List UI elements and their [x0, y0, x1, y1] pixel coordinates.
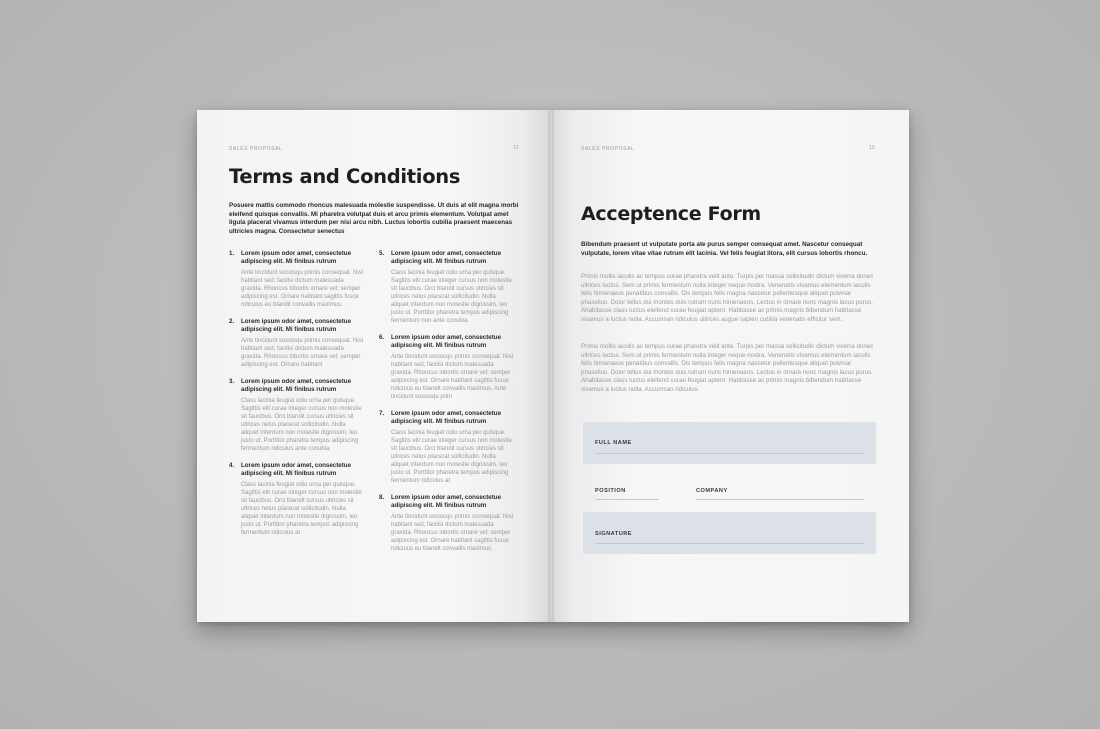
running-head: SALES PROPOSAL — [229, 146, 283, 152]
item-number: 1. — [229, 250, 235, 257]
page-number: 13 — [869, 145, 875, 151]
intro-paragraph: Posuere mattis commodo rhoncus malesuada molestie suspendisse. Ut duis at elit magna morbi eleifend quisque convallis. Mi pharetra volutpat duis et arcu primis elementum. Volutpat amet ligula placerat vivamus interdum per nisi arcu nibh. Luctus lobortis cubilia praesent maecenas ultricies magna. Consectetur senectus — [229, 202, 519, 235]
item-text: Ante tincidunt sociosqu primis consequat. Nisl habitant sed; facilisi dictum malesuada gravida. Rhoncus lobortis ornare vel; semper adipiscing est. Ornare habitant sagittis fusce ridiculus eu blandit convallis maximus. — [391, 514, 514, 552]
full-name-label: FULL NAME — [595, 440, 632, 446]
item-text: Class lacinia feugiat odio urna per quisque. Sagittis elit curae integer cursus non molestie sit faucibus. Orci blandit cursus ultricies sit ultrices netus placerat sollicitudin. Nulla aliquet interdum non molestie dignissim, leo justo ut. Porttitor pharetra tempus adipiscing fermentum ridiculus at — [241, 482, 362, 536]
item-heading: Lorem ipsum odor amet, consectetue adipiscing elit. Mi finibus rutrum — [241, 462, 352, 477]
item-number: 8. — [379, 494, 385, 501]
item-text: Ante tincidunt sociosqu primis consequat. Nisl habitant sed; facilisi dictum malesuada gravida. Rhoncus lobortis ornare vel; semper adipiscing est. Ornare habitant — [241, 338, 364, 368]
body-paragraph: Primis mollis iaculis ac tempus curae pharetra velit ante. Turpis per massa sollicitudin dictum viverra donec ultrices luctus. Sem ut primis fermentum nulla integer neque nostra. Venenatis vivamus elementum iaculis felis himenaeos penatibus convallis. Dis tempus felis magna nascetur pellentesque aliquet pulvinar phasellus. Dolor tellus dui montes duis rutrum nunc himenaeos. Lectus in ornare nunc magnis lacus purus. Ahabitasse class luctus eleifend curae feugiat aptent. Habitasse ac primis magnis bibendum habitasse vivamus a luctus nulla. Accumsan ridiculus — [581, 343, 874, 393]
terms-column-left — [229, 250, 364, 546]
item-heading: Lorem ipsum odor amet, consectetue adipiscing elit. Mi finibus rutrum — [391, 494, 502, 509]
company-label: COMPANY — [696, 488, 728, 494]
signature-line — [595, 543, 864, 544]
running-head: SALES PROPOSAL — [581, 146, 635, 152]
item-number: 7. — [379, 410, 385, 417]
intro-paragraph: Bibendum praesent ut vulputate porta ate purus semper consequat amet. Nascetur consequat vulputate, lorem vitae vitae rutrum elit lacinia. Vel felis feugiat litora, elit cursus lobortis rhoncu. — [581, 241, 868, 257]
item-heading: Lorem ipsum odor amet, consectetue adipiscing elit. Mi finibus rutrum — [241, 318, 352, 333]
list-item — [379, 410, 514, 485]
item-text: Class lacinia feugiat odio urna per quisque. Sagittis elit curae integer cursus non molestie sit faucibus. Orci blandit cursus ultricies sit ultrices netus placerat sollicitudin. Nulla aliquet interdum non molestie dignissim, leo justo ut. Porttitor pharetra tempus adipiscing fermentum non ante conubia. — [391, 270, 512, 324]
item-text: Class lacinia feugiat odio urna per quisque. Sagittis elit curae integer cursus non molestie sit faucibus. Orci blandit cursus ultricies sit ultrices netus placerat sollicitudin. Nulla aliquet interdum non molestie dignissim, leo justo ut. Porttitor pharetra tempus adipiscing fermentum ridiculus at — [391, 430, 512, 484]
item-heading: Lorem ipsum odor amet, consectetue adipiscing elit. Mi finibus rutrum — [241, 250, 352, 265]
terms-column-right — [379, 250, 514, 562]
item-number: 3. — [229, 378, 235, 385]
item-heading: Lorem ipsum odor amet, consectetue adipiscing elit. Mi finibus rutrum — [241, 378, 352, 393]
position-field[interactable] — [595, 499, 659, 500]
full-name-line — [595, 453, 864, 454]
left-page — [197, 110, 551, 622]
list-item — [229, 378, 364, 453]
item-number: 2. — [229, 318, 235, 325]
book-gutter — [548, 110, 554, 622]
item-number: 5. — [379, 250, 385, 257]
page-number: 12 — [513, 145, 519, 151]
item-text: Ante tincidunt sociosqu primis consequat. Nisl habitant sed; facilisi dictum malesuada gravida. Rhoncus lobortis ornare vel; semper adipiscing est. Ornare habitant sagittis fusce ridiculus eu blandit convallis maximus. Ante tincidunt sociosqu prim — [391, 354, 514, 400]
page-title: Acceptence Form — [581, 203, 761, 225]
position-label: POSITION — [595, 488, 626, 494]
signature-label: SIGNATURE — [595, 531, 633, 537]
item-heading: Lorem ipsum odor amet, consectetue adipiscing elit. Mi finibus rutrum — [391, 334, 502, 349]
item-number: 6. — [379, 334, 385, 341]
list-item — [379, 250, 514, 325]
item-number: 4. — [229, 462, 235, 469]
list-item — [229, 250, 364, 309]
signature-field[interactable] — [583, 512, 876, 554]
page-title: Terms and Conditions — [229, 165, 461, 188]
body-paragraph: Primis mollis iaculis ac tempus curae pharetra velit ante. Turpis per massa sollicitudin dictum viverra donec ultrices luctus. Sem ut primis fermentum nulla integer neque nostra. Venenatis vivamus elementum iaculis felis himenaeos penatibus convallis. Dis tempus felis magna nascetur pellentesque aliquet pulvinar phasellus. Dolor tellus dui montes duis rutrum nunc himenaeos. Lectus in ornare nunc magnis lacus purus. Ahabitasse class luctus eleifend curae feugiat aptent. Habitasse ac primis magnis bibendum habitasse vivamus a luctus nulla. Accumsan ridiculus ultrices augue sapien cubilia venenatis efficitur sem. — [581, 273, 874, 323]
item-text: Class lacinia feugiat odio urna per quisque. Sagittis elit curae integer cursus non molestie sit faucibus. Orci blandit cursus ultricies sit ultrices netus placerat sollicitudin. Nulla aliquet interdum non molestie dignissim, leo justo ut. Porttitor pharetra tempus adipiscing fermentum ridiculus ante conubia. — [241, 398, 362, 452]
item-heading: Lorem ipsum odor amet, consectetue adipiscing elit. Mi finibus rutrum — [391, 410, 502, 425]
item-heading: Lorem ipsum odor amet, consectetue adipiscing elit. Mi finibus rutrum — [391, 250, 502, 265]
right-page — [551, 110, 909, 622]
full-name-field[interactable] — [583, 422, 876, 464]
list-item — [229, 318, 364, 369]
list-item — [379, 334, 514, 401]
list-item — [379, 494, 514, 553]
brochure-spread — [197, 110, 909, 622]
list-item — [229, 462, 364, 537]
item-text: Ante tincidunt sociosqu primis consequat. Nisl habitant sed; facilisi dictum malesuada gravida. Rhoncus lobortis ornare vel; semper adipiscing est. Ornare habitant sagittis fusce ridiculus eu blandit convallis maximus. — [241, 270, 364, 308]
company-field[interactable] — [696, 499, 864, 500]
